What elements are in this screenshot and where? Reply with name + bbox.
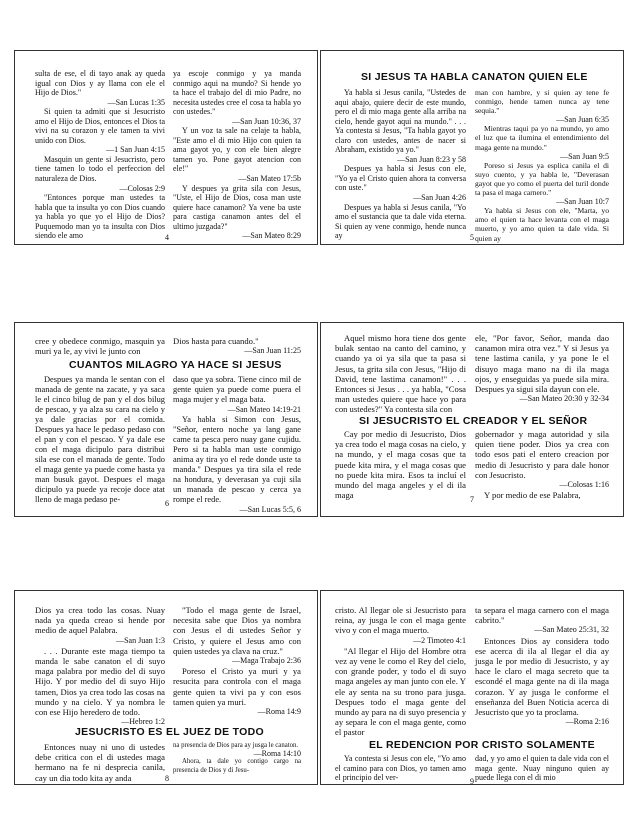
paragraph: Dios ya crea todo las cosas. Nuay nada ya queda creao si hende por medio de aquel Palabra. xyxy=(35,605,165,636)
bible-reference: —1 San Juan 4:15 xyxy=(106,145,165,155)
page-7-left-column xyxy=(335,429,466,500)
paragraph: Cay por medio di Jesucristo, Dios ya crea todo el maga cosas na cielo, y na mundo, y el maga cosas que ta puede kita mira, y el maga cosas que no puede kita mira. Esos ta incluí el mundo del maga angeles y el di ila maga xyxy=(335,429,466,501)
paragraph: Ya habla si Jesus canila, "Ustedes de aqui abajo, quiere decir de este mundo, pero el di mio maga gente alla arriba na cielo, hende gayot aqui na mundo." . . . Ya contesta si Jesus, "Ta habla gayot yo claro con ustedes, antes de nacer si Abraham, existido ya yo." xyxy=(335,88,466,155)
bible-reference: —San Mateo 14:19-21 xyxy=(227,404,301,414)
page-9-bottom-left xyxy=(335,754,466,783)
paragraph: man con hambre, y si quien ay tene fe conmigo, hende tamen nunca ay tene sequia." xyxy=(475,88,609,116)
paragraph: cristo. Al llegar ole si Jesucristo para reina, ay jusga le con el maga gente vivo y con el maga muerto. xyxy=(335,605,466,636)
page-5-left-column xyxy=(335,88,466,241)
paragraph: Poreso el Cristo ya muri y ya resucita para controla con el maga gente quien ta vivi pa y con esos tamen quien ya muri. xyxy=(173,666,301,707)
paragraph: Ahora, ta dale yo contigo cargo na presencia de Dios y di Jesu- xyxy=(173,758,301,774)
bible-reference: —2 Timoteo 4:1 xyxy=(413,635,466,645)
page-9 xyxy=(320,590,624,785)
bible-reference: —Colosas 1:16 xyxy=(559,480,609,490)
bible-reference: —San Juan 1:3 xyxy=(116,635,165,645)
paragraph: ta separa el maga carnero con el maga cabrito." xyxy=(475,605,609,626)
page-number: 6 xyxy=(165,499,169,508)
bible-reference: —Colosas 2:9 xyxy=(119,183,165,193)
page-9-bottom-right xyxy=(475,754,609,783)
page-number: 7 xyxy=(470,495,474,504)
paragraph: gobernador y maga autoridad y sila quien tiene poder. Dios ya crea con todo esos pati el entero creacion por medio di Jesucristo y para dale honor con Jesucristo. xyxy=(475,429,609,480)
page-number: 8 xyxy=(165,774,169,783)
paragraph: Y despues ya grita sila con Jesus, "Uste, el Hijo de Dios, cosa man uste quiere hace canamon? Ya vene ba uste para castiga canamon antes del el ultimo juzgada?" xyxy=(173,183,301,231)
bible-reference: —Roma 14:9 xyxy=(257,707,301,717)
paragraph: Aquel mismo hora tiene dos gente bulak sentao na canto del camino, y cuando ya oi ya sila que ta pasa si Jesus, ta grita sila con Jesus, "Hijo di David, tene lastima canamon!" . . . Entonces si Jesus . . . ya habla, "Cosa man ustedes quiere que hace yo para con ustedes?" Ya contesta sila con xyxy=(335,333,466,415)
page-7 xyxy=(320,322,624,517)
page-number: 5 xyxy=(470,233,474,242)
bible-reference: —San Juan 10:36, 37 xyxy=(232,116,301,126)
paragraph: Ya contesta si Jesus con ele, "Yo amo el camino para con Dios, yo tamen amo el principio del ver- xyxy=(335,754,466,783)
bible-reference: —San Mateo 20:30 y 32-34 xyxy=(519,394,609,404)
page-6 xyxy=(14,322,318,517)
bible-reference: —San Juan 9:5 xyxy=(560,151,609,161)
paragraph: "Todo el maga gente de Israel, necesita sabe que Dios ya nombra con Jesus el di ustedes Señor y Cristo, y quiere el Jesus amo con quien ustedes ya clava na cruz." xyxy=(173,605,301,656)
page-7-top-left xyxy=(335,333,466,415)
paragraph: Mientras taqui pa yo na mundo, yo amo el luz que ta ilumina el entendimiento del maga gente na mundo." xyxy=(475,124,609,152)
page-6-top-left xyxy=(35,336,165,356)
bible-reference: —San Mateo 8:29 xyxy=(242,231,301,241)
section-heading: CUANTOS MILAGRO YA HACE SI JESUS xyxy=(69,359,282,371)
paragraph: Entonces nuay ni uno di ustedes debe critica con el di ustedes maga hermano na fe ni desprecia canila, cay un dia todo kita ay anda xyxy=(35,742,165,783)
page-8 xyxy=(14,590,318,785)
paragraph: Despues ya habla si Jesus con ele, "Yo ya el Cristo quien ahora ta conversa con uste." xyxy=(335,164,466,193)
bible-reference: —Roma 14:10 xyxy=(253,749,301,759)
paragraph: Despues ya habla si Jesus canila, "Yo amo el sustancia que ta dale vida eterna. Si quien ay vene conmigo, hende nunca ay xyxy=(335,202,466,241)
bible-reference: —Roma 2:16 xyxy=(565,717,609,727)
paragraph: cree y obedece conmigo, masquin ya muri ya le, ay vivi le junto con xyxy=(35,336,165,357)
page-4-right-column xyxy=(173,69,301,241)
paragraph: Dios hasta para cuando." xyxy=(173,336,259,346)
bible-reference: —San Juan 4:26 xyxy=(413,193,466,203)
bible-reference: —San Lucas 5:5, 6 xyxy=(239,504,301,514)
page-8-right-column xyxy=(173,605,301,717)
paragraph: ya escoje conmigo y ya manda conmigo aqui na mundo? Si hende yo ta hace el trabajo del di mio Padre, no necesita ustedes cree el cosa ta habla yo con ustedes." xyxy=(173,69,301,117)
section-heading: EL REDENCION POR CRISTO SOLAMENTE xyxy=(369,739,595,751)
paragraph: Poreso si Jesus ya esplica canila el di suyo cuento, y ya habla le, "Deverasan gayot que yo como el puerta del turil donde ta pasa el maga carnero." xyxy=(475,160,609,198)
bible-reference: —San Juan 6:35 xyxy=(556,115,609,125)
paragraph: Y por medio de ese Palabra, xyxy=(484,490,581,501)
page-number: 9 xyxy=(470,777,474,786)
page-6-left-column xyxy=(35,375,165,505)
paragraph: Ya habla si Simon con Jesus, "Señor, entero noche ya lang gane came ta pesca pero nuay gane cujidu. Pero si ta habla man uste conmigo anima ay tira yo el rede donde uste ta manda." Despues ya tira sila el rede na hondura, y deverasan ya cuji sila un manada de pescao y cerca ya rompe el rede. xyxy=(173,414,301,504)
paragraph: Si quien ta admiti que si Jesucristo amo el Hijo de Dios, entonces el Dios ta vivi na su corazon y ele tamen ta vivi unido con Dios. xyxy=(35,107,165,145)
paragraph: Despues ya manda le sentan con el manada de gente na zacate, y ya saca le el cinco bilug de pan y el dos bilug de pescao, y ya alza su cara na cielo y ya dale gracias por el comida. Despues ya hace le pedaso pedaso con el pan y con el pescao. Y ya dale ese con el maga dicipulo para distribui sila ese con el manada de gente. Todo el maga gente ya puede come hasta ya man busuk gayot. Despues el maga dicipulo ya puede ya recoje doce atat lleno de maga pedaso pe- xyxy=(35,375,165,504)
paragraph: na presencia de Dios para ay jusga le canaton. xyxy=(173,742,299,749)
bible-reference: —San Lucas 1:35 xyxy=(107,97,165,107)
bible-reference: —San Mateo 25:31, 32 xyxy=(534,625,609,635)
page-7-top-right xyxy=(475,333,609,404)
section-heading: SI JESUCRISTO EL CREADOR Y EL SEÑOR xyxy=(359,415,588,427)
bible-reference: —San Juan 8:23 y 58 xyxy=(397,154,466,164)
page-6-right-column xyxy=(173,375,301,515)
bible-reference: —San Mateo 17:5b xyxy=(238,174,301,184)
page-5 xyxy=(320,50,624,245)
paragraph: ele, "Por favor, Señor, manda dao canamon mira otra vez." Y si Jesus ya tene lastima canila, y ya pone le el disuyo maga mano na di ila maga ojos, y enseguidas ya puede sila mira. Despues ya sigui sila dayun con ele. xyxy=(475,333,609,395)
paragraph: Masquin un gente si Jesucristo, pero tiene tamen lo todo el perfeccion del naturaleza de Dios. xyxy=(35,154,165,184)
page-8-bottom-left xyxy=(35,742,165,783)
paragraph: daso que ya sobra. Tiene cinco mil de gente quien ya puede come puera el maga mujer y el maga bata. xyxy=(173,375,301,404)
bible-reference: —Maga Trabajo 2:36 xyxy=(232,656,301,666)
page-6-top-right xyxy=(173,336,301,356)
paragraph: dad, y yo amo el quien ta dale vida con el maga gente. Nuay ninguno quien ay puede llega con el di mio xyxy=(475,754,609,783)
bible-reference: —San Juan 11:25 xyxy=(244,346,301,356)
paragraph: Y un voz ta sale na celaje ta habla, "Este amo el di mio Hijo con quien ta ama gayot yo, y con ele bien alegre tamen yo. Pone gayot atencion con ele!" xyxy=(173,126,301,174)
page-9-right-column xyxy=(475,605,609,727)
paragraph: Entonces Dios ay considera todo ese acerca di ila al llegar el dia ay jusga le por medio di Jesucristo, y ay hace le claro el maga secreto que ta escondé el maga gente na di ila maga corazon. Y ay jusga le conforme el enseñanza del Buen Noticia acerca di Jesucristo que yo ta proclama. xyxy=(475,635,609,718)
paragraph: "Al llegar el Hijo del Hombre otra vez ay vene le como el Rey del cielo, con grande poder, y todo el di suyo maga angeles ay man junto con ele. Y ele ay senta na su trono para jusga. Despues todo el maga gente del mundo ay para na di suyo presencia y ay separa le con el maga gente, como el pastor xyxy=(335,645,466,738)
paragraph: Ya habla si Jesus con ele, "Marta, yo amo el quien ta hace levanta con el maga muerto, y yo amo quien ta dale vida. Si quien ay xyxy=(475,206,609,243)
page-5-right-column xyxy=(475,88,609,243)
bible-reference: —San Juan 10:7 xyxy=(556,197,609,207)
paragraph: "Entonces porque man ustedes ta habla que ta insulta yo con Dios cuando ya habla yo que yo el Hijo de Dios? Puquemodo man yo ta insulta con Dios siendo ele amo xyxy=(35,193,165,241)
page-number: 4 xyxy=(165,233,169,242)
page-8-bottom-right xyxy=(173,742,301,775)
page-4-left-column xyxy=(35,69,165,241)
section-heading: JESUCRISTO ES EL JUEZ DE TODO xyxy=(75,726,264,738)
page-9-left-column xyxy=(335,605,466,738)
paragraph: sulta de ese, el di tayo anak ay queda igual con Dios y ay llama con ele el Hijo de Dios." xyxy=(35,69,165,98)
page-7-right-column xyxy=(475,429,609,500)
section-heading: SI JESUS TA HABLA CANATON QUIEN ELE xyxy=(361,71,588,83)
page-4 xyxy=(14,50,318,245)
page-8-left-column xyxy=(35,605,165,727)
paragraph: . . . Durante este maga tiempo ta manda le sabe canaton el di suyo maga palabra por medio del di suyo Hijo. Y por medio del di suyo Hijo tamen, Dios ya crea todo las cosas na mundo y na cielo. Y ya nombra le con ese Hijo heredero de todo. xyxy=(35,645,165,718)
bible-reference: —Hebreo 1:2 xyxy=(121,717,165,727)
